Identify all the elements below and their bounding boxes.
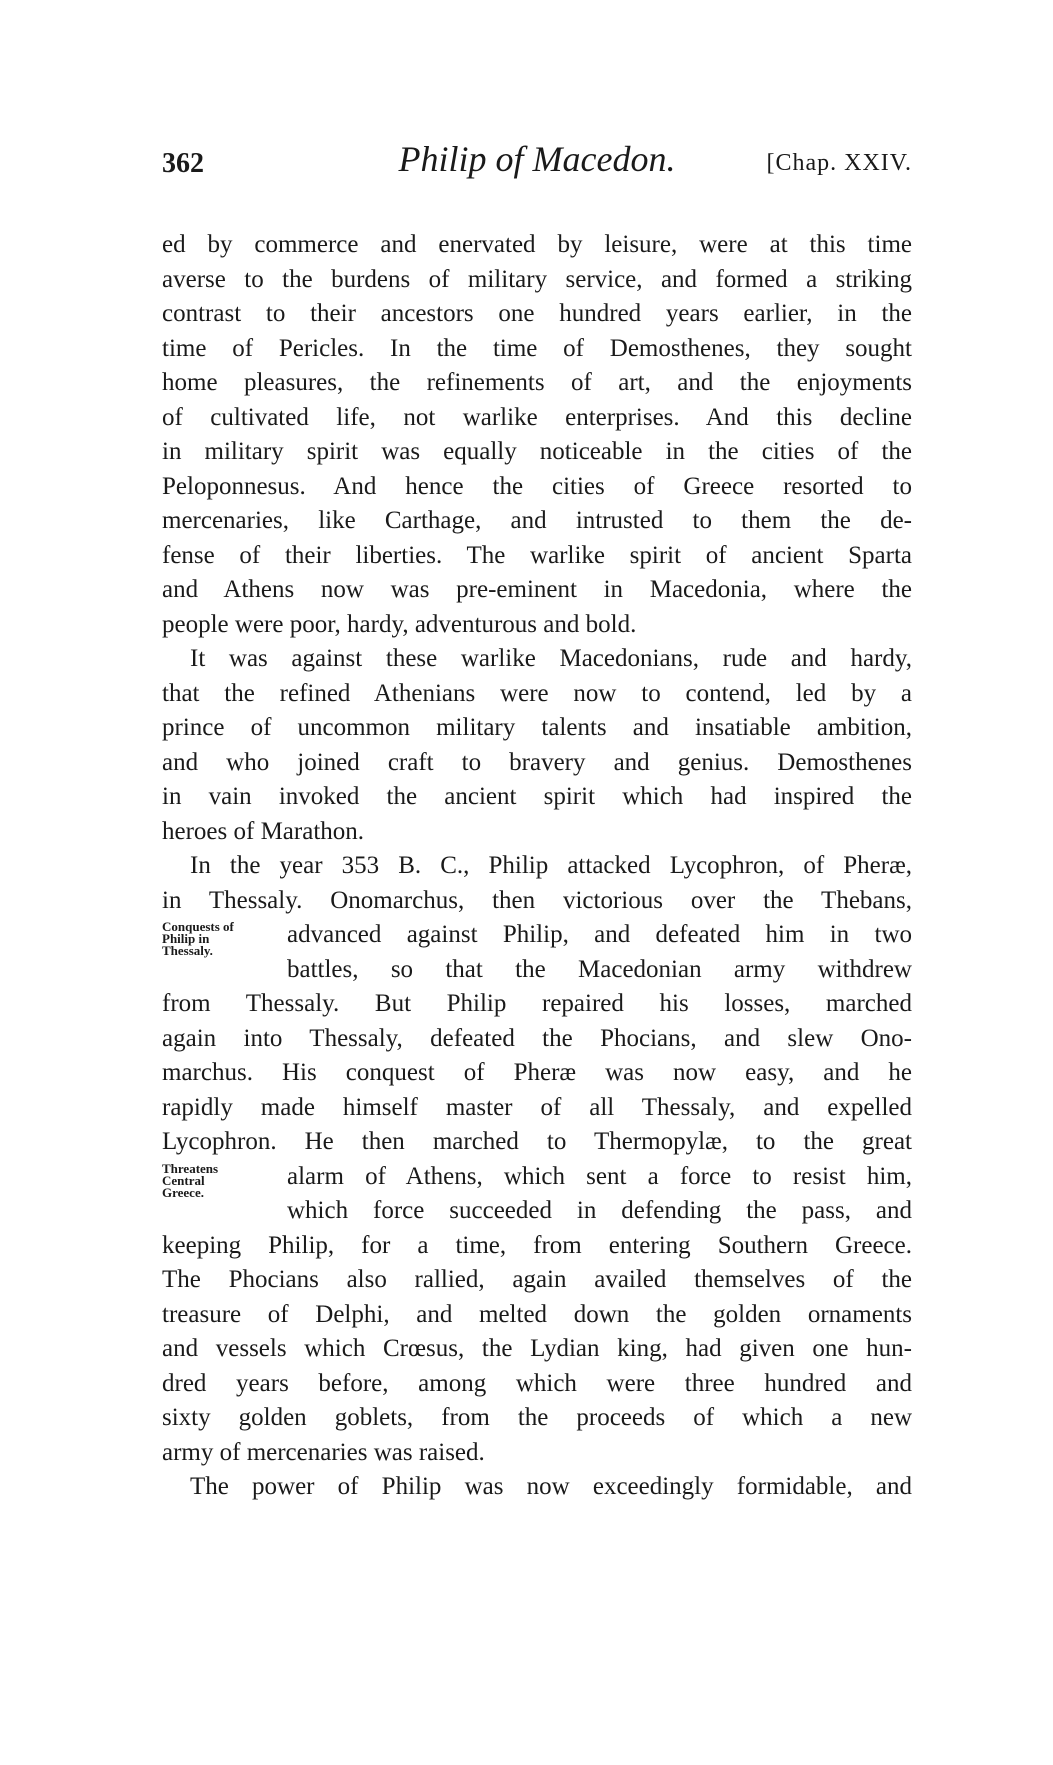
paragraph-start-line [162, 642, 912, 677]
text-line [162, 884, 912, 919]
text-line [162, 608, 912, 643]
line-text: home pleasures, the refinements of art, and the enjoyments [162, 369, 912, 396]
line-text: heroes of Marathon. [162, 817, 365, 845]
line-text: keeping Philip, for a time, from entering Southern Greece. [162, 1231, 912, 1259]
page-header [162, 138, 912, 194]
text-line [162, 1332, 912, 1367]
text-line [162, 332, 912, 367]
line-text: and Athens now was pre-eminent in Macedonia, where the [162, 576, 912, 603]
margin-note-line: Greece. [162, 1184, 204, 1200]
line-text: mercenaries, like Carthage, and intrusted to them the de- [162, 507, 912, 534]
text-line [162, 366, 912, 401]
text-line [162, 1091, 912, 1126]
line-text: ed by commerce and enervated by leisure, were at this time [162, 231, 912, 258]
text-line [162, 987, 912, 1022]
text-line [162, 711, 912, 746]
margin-note-line: Central [162, 1172, 205, 1188]
text-line [162, 1298, 912, 1333]
text-line [162, 1367, 912, 1402]
line-text: rapidly made himself master of all Thessaly, and expelled [162, 1093, 912, 1121]
page-number: 362 [162, 148, 204, 179]
text-line [162, 746, 912, 781]
line-text: and vessels which Crœsus, the Lydian king, had given one hun- [162, 1335, 912, 1362]
margin-note-line: Philip in [162, 931, 210, 946]
text-line [162, 1194, 912, 1229]
text-line [162, 297, 912, 332]
text-line [162, 504, 912, 539]
text-line [162, 573, 912, 608]
line-text: The Phocians also rallied, again availed themselves of the [162, 1266, 912, 1293]
text-line [162, 918, 912, 958]
text-line [162, 815, 912, 850]
margin-note-line: Thessaly. [162, 943, 213, 958]
text-line [162, 228, 912, 263]
line-text: in vain invoked the ancient spirit which had inspired the [162, 783, 912, 810]
line-text: fense of their liberties. The warlike spirit of ancient Sparta [162, 541, 912, 569]
line-text: sixty golden goblets, from the proceeds of which a new [162, 1404, 912, 1431]
text-line [162, 435, 912, 470]
line-text: Lycophron. He then marched to Thermopylæ, to the great [162, 1128, 912, 1155]
line-text: treasure of Delphi, and melted down the golden ornaments [162, 1300, 912, 1328]
text-line [162, 1229, 912, 1264]
line-text: time of Pericles. In the time of Demosthenes, they sought [162, 334, 912, 362]
text-line [162, 401, 912, 436]
text-line [162, 470, 912, 505]
line-text: battles, so that the Macedonian army withdrew [287, 955, 912, 983]
text-line [162, 780, 912, 815]
margin-note-line: Threatens [162, 1160, 219, 1176]
body-text [162, 228, 912, 1505]
line-text: from Thessaly. But Philip repaired his losses, marched [162, 990, 912, 1017]
line-text: dred years before, among which were three hundred and [162, 1369, 912, 1397]
line-text: in military spirit was equally noticeable in the cities of the [162, 438, 912, 465]
text-line [162, 677, 912, 712]
text-line [162, 1056, 912, 1091]
text-line [162, 1263, 912, 1298]
text-line [162, 539, 912, 574]
text-line [162, 1401, 912, 1436]
line-text: of cultivated life, not warlike enterprises. And this decline [162, 403, 912, 431]
line-text: marchus. His conquest of Pheræ was now easy, and he [162, 1059, 912, 1086]
paragraph-start-line [162, 849, 912, 884]
line-text: Peloponnesus. And hence the cities of Greece resorted to [162, 472, 912, 500]
line-text: in Thessaly. Onomarchus, then victorious over the Thebans, [162, 886, 912, 914]
line-text: It was against these warlike Macedonians, rude and hardy, [190, 645, 912, 672]
line-text: In the year 353 B. C., Philip attacked Lycophron, of Pheræ, [190, 852, 912, 879]
text-line [162, 1022, 912, 1057]
text-line [162, 953, 912, 988]
line-text: advanced against Philip, and defeated him in two [287, 921, 912, 948]
line-text: averse to the burdens of military service, and formed a striking [162, 265, 912, 293]
text-line [162, 263, 912, 298]
text-line [162, 1436, 912, 1471]
text-line [162, 1160, 912, 1200]
line-text: prince of uncommon military talents and insatiable ambition, [162, 714, 912, 741]
line-text: again into Thessaly, defeated the Phocians, and slew Ono- [162, 1024, 912, 1052]
running-title: Philip of Macedon. [398, 139, 676, 179]
paragraph-start-line [162, 1470, 912, 1505]
line-text: army of mercenaries was raised. [162, 1438, 485, 1466]
text-line [162, 1125, 912, 1160]
line-text: which force succeeded in defending the pass, and [287, 1197, 912, 1224]
line-text: The power of Philip was now exceedingly formidable, and [190, 1473, 912, 1500]
line-text: alarm of Athens, which sent a force to resist him, [287, 1162, 912, 1190]
line-text: people were poor, hardy, adventurous and bold. [162, 610, 637, 638]
chapter-reference: [Chap. XXIV. [766, 150, 912, 176]
line-text: contrast to their ancestors one hundred years earlier, in the [162, 300, 912, 327]
line-text: and who joined craft to bravery and genius. Demosthenes [162, 748, 912, 776]
margin-note-line: Conquests of [162, 919, 234, 934]
line-text: that the refined Athenians were now to contend, led by a [162, 679, 912, 707]
